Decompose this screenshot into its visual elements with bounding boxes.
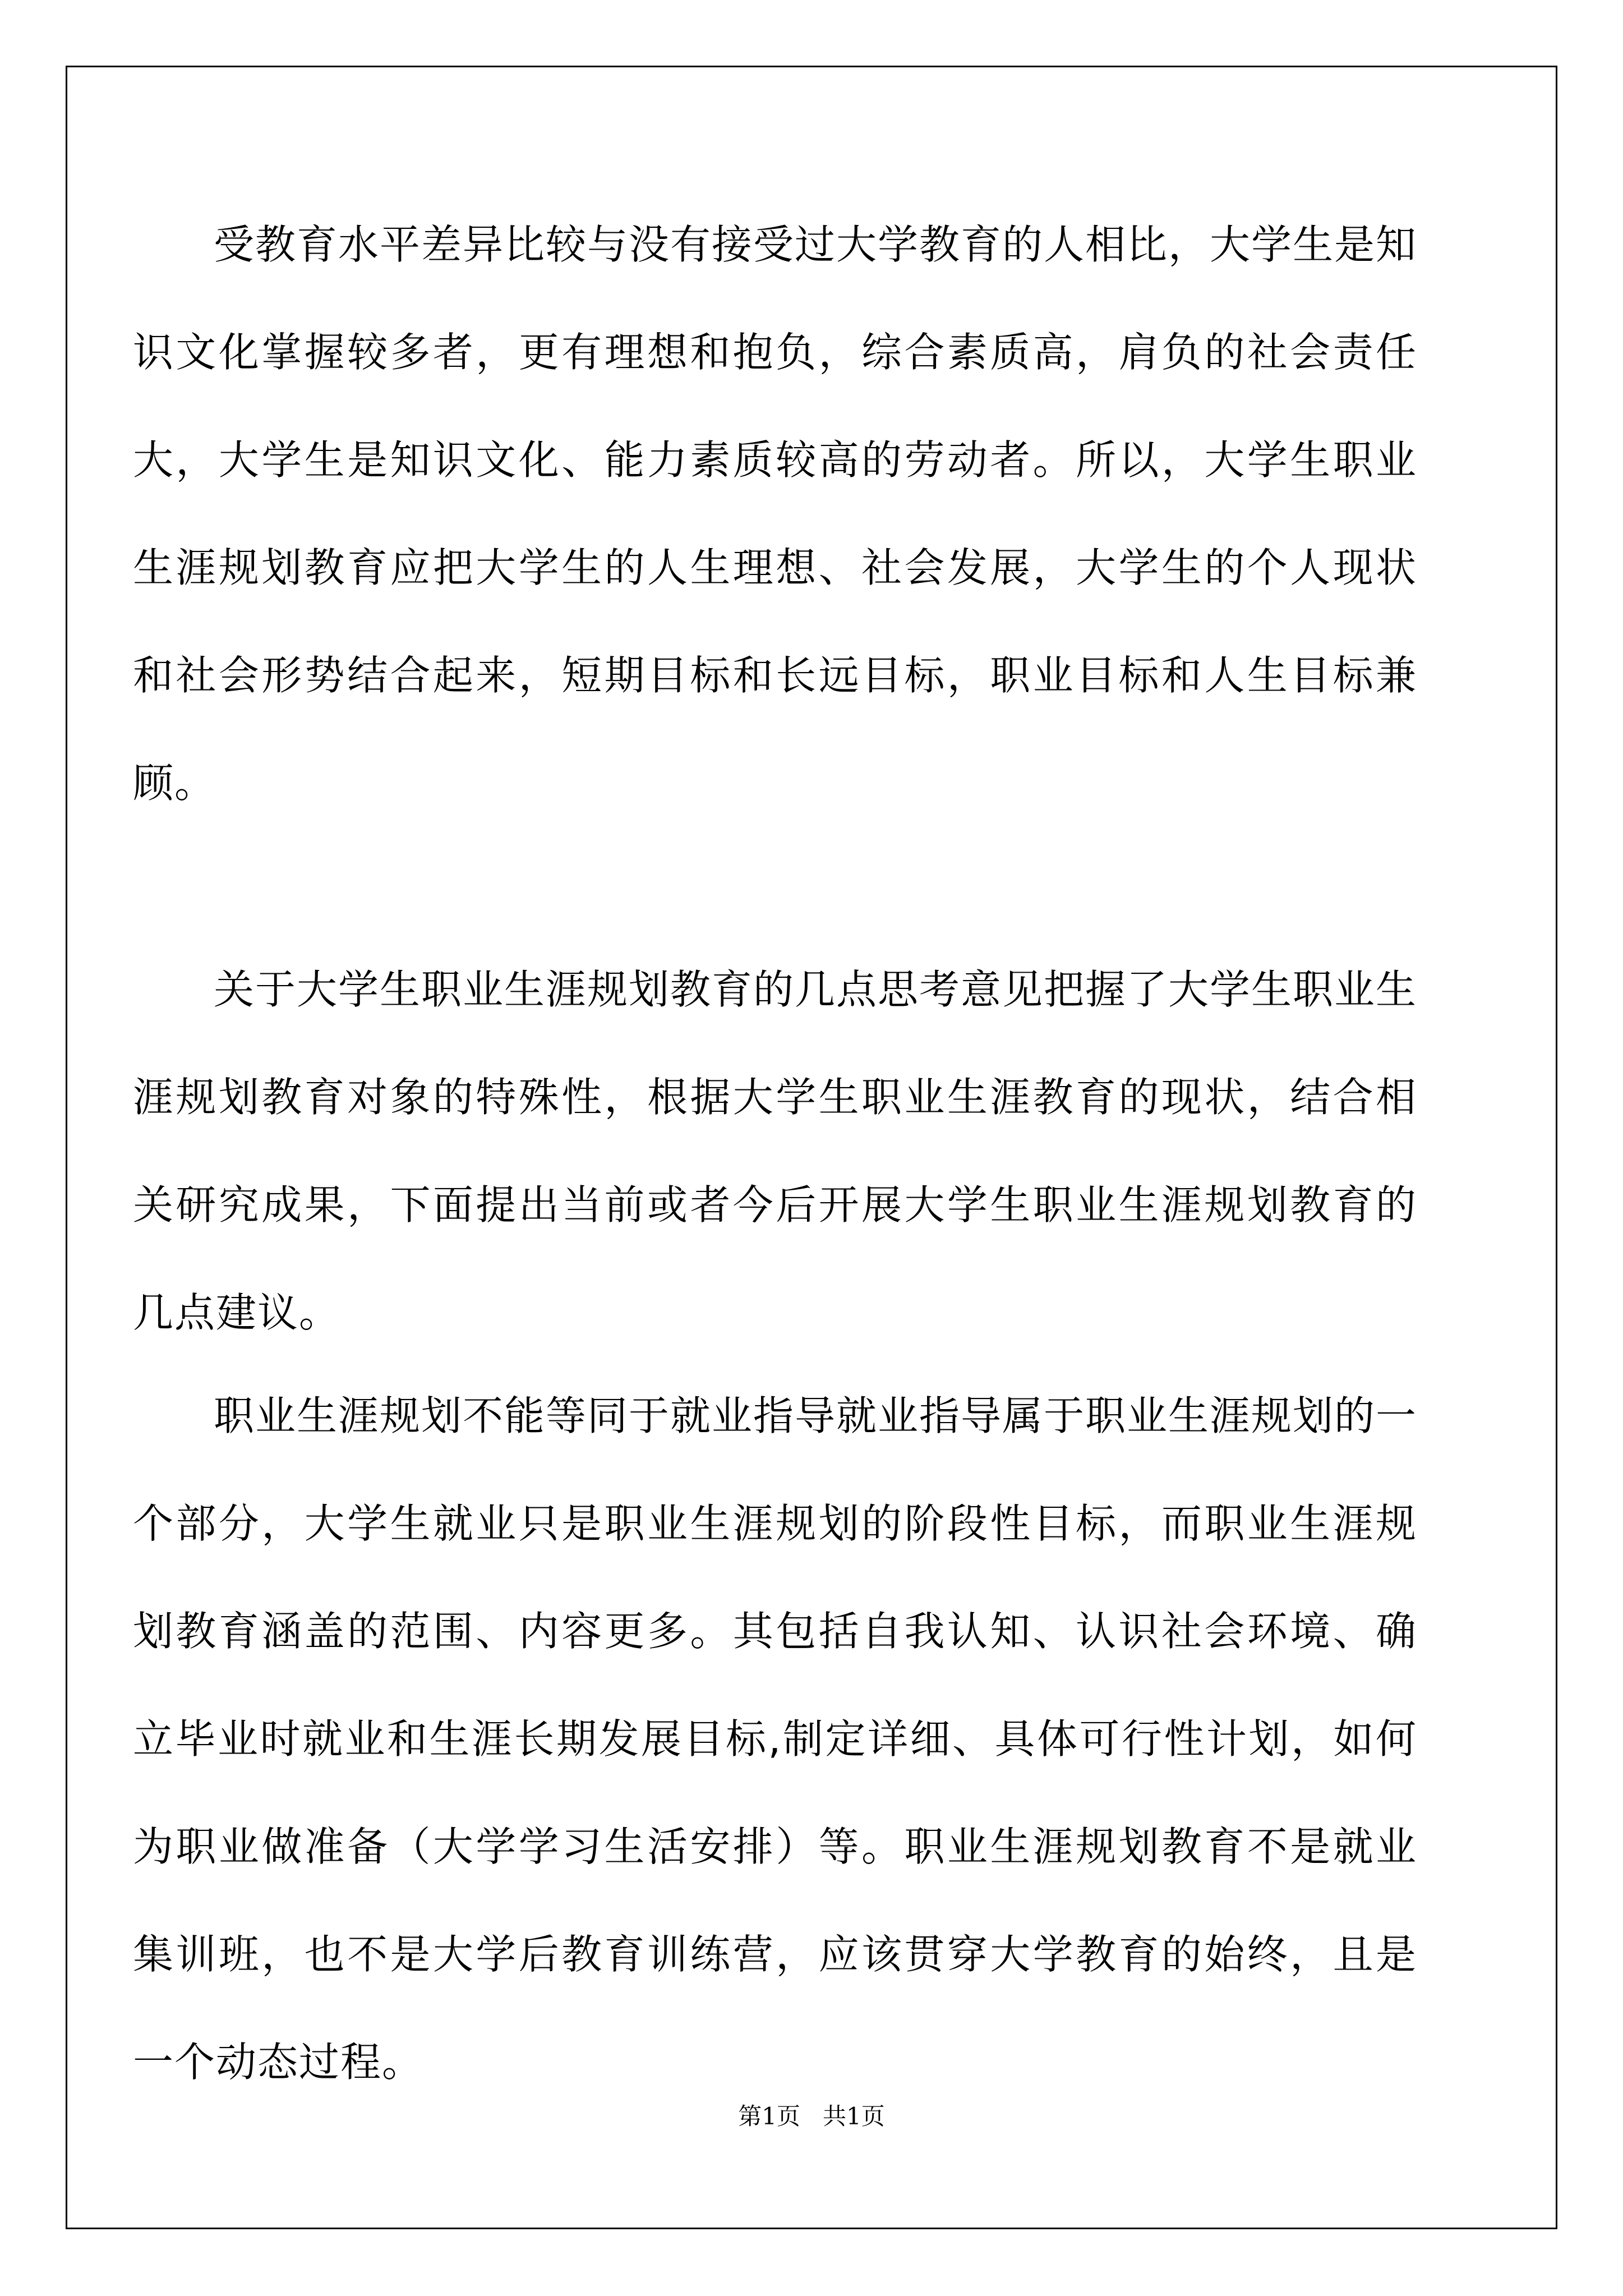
page-number-footer: 第1页 共1页 [738, 2102, 885, 2130]
paragraph-2: 关于大学生职业生涯规划教育的几点思考意见把握了大学生职业生涯规划教育对象的特殊性，根据大学生职业生涯教育的现状，结合相关研究成果，下面提出当前或者今后开展大学生职业生涯规划教育的几点建议。 [133, 966, 1418, 1336]
paragraph-1: 受教育水平差异比较与没有接受过大学教育的人相比，大学生是知识文化掌握较多者，更有理想和抱负，综合素质高，肩负的社会责任大，大学生是知识文化、能力素质较高的劳动者。所以，大学生职业生涯规划教育应把大学生的人生理想、社会发展，大学生的个人现状和社会形势结合起来，短期目标和长远目标，职业目标和人生目标兼顾。 [133, 221, 1418, 807]
paragraph-3: 职业生涯规划不能等同于就业指导就业指导属于职业生涯规划的一个部分，大学生就业只是职业生涯规划的阶段性目标，而职业生涯规划教育涵盖的范围、内容更多。其包括自我认知、认识社会环境、确立毕业时就业和生涯长期发展目标,制定详细、具体可行性计划，如何为职业做准备（大学学习生活安排）等。职业生涯规划教育不是就业集训班，也不是大学后教育训练营，应该贯穿大学教育的始终，且是一个动态过程。 [133, 1392, 1418, 2086]
